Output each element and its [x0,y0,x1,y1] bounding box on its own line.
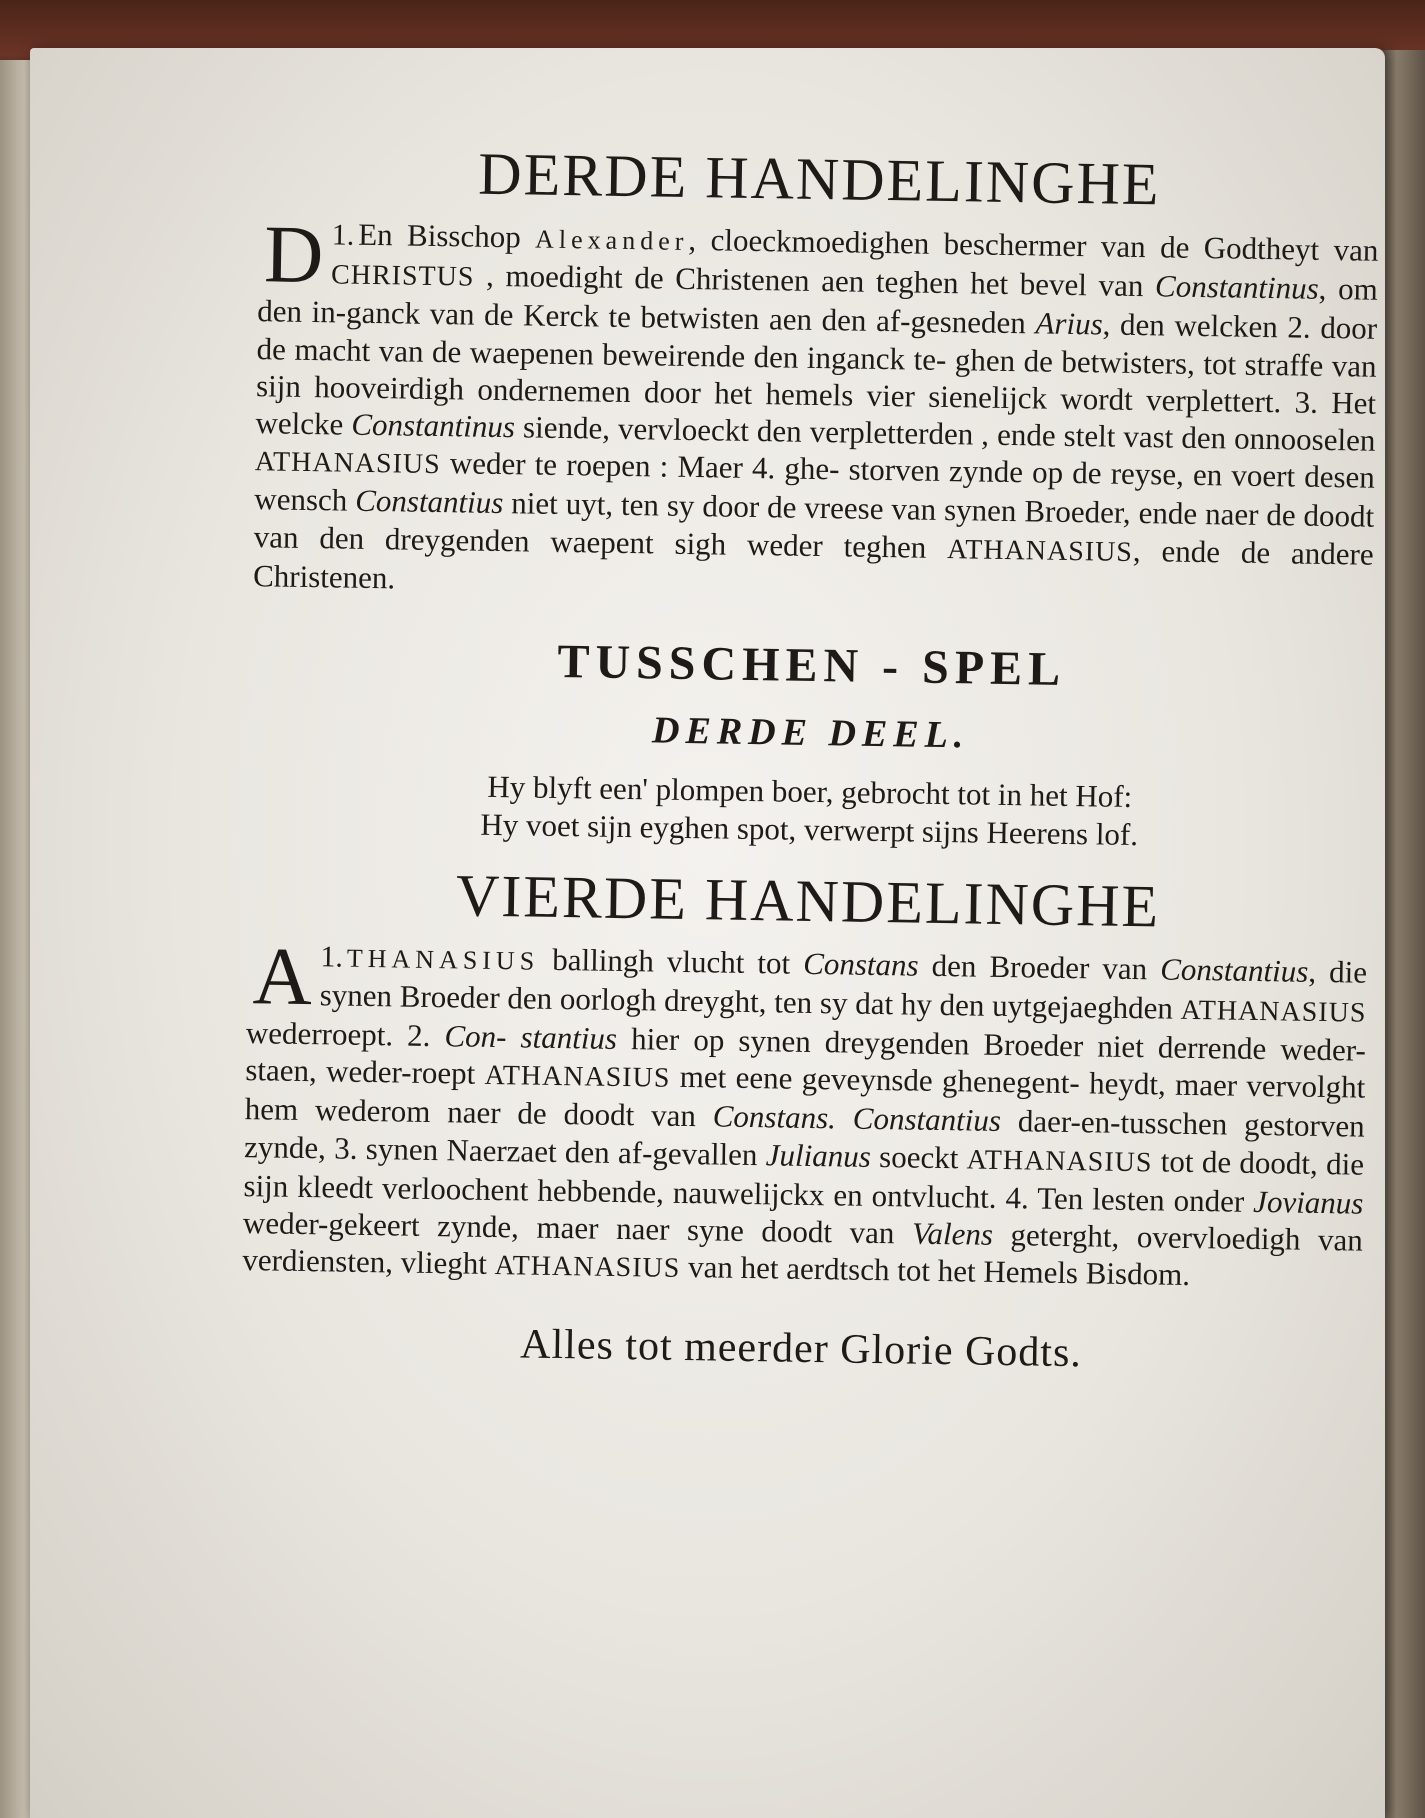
act-heading-vierde: VIERDE HANDELINGHE [455,862,1161,940]
text-run: soeckt [870,1138,967,1176]
text-run: aen teghen het bevel van [820,263,1156,304]
text-run: , om den in-ganck van de [257,271,1379,333]
text-run: Constantinus [351,406,516,445]
text-run: Arius [1035,305,1103,342]
text-run: siende, vervloeckt den verpletterden , ende stelt vast [514,409,1174,455]
text-run: den onnooselen [1181,419,1376,458]
text-run: CHRISTUS [330,259,475,293]
text-run: En Bisschop [357,216,536,255]
text-run: ATHANASIUS [254,446,441,481]
section-number: 1. [331,218,355,252]
text-run: , den welcken 2. [1102,306,1311,346]
act4-summary [242,929,1368,1298]
book-page [30,48,1385,1818]
text-run: hier op synen dreygenden Broeder niet derrende weder- [616,1020,1367,1068]
text-run: staen, weder-roept [245,1052,485,1092]
text-run: , cloeckmoedighen beschermer [688,221,1087,264]
page-content [241,134,1380,1382]
text-run: THANASIUS [346,943,540,976]
text-run: heydt, maer vervolght hem wederom naer de doodt van [244,1065,1366,1134]
text-run: daer-en-tusschen gestorven zynde, 3. synen Naerzaet [243,1103,1365,1169]
act3-summary [252,208,1379,612]
text-run: ATHANASIUS [494,1250,681,1285]
interlude-heading: TUSSCHEN - SPEL [557,634,1067,696]
text-run: Constans [802,945,919,983]
text-run: weder te roepen : Maer 4. ghe- [440,445,840,487]
text-run: Constans. [712,1098,837,1136]
text-run: Constantius [1159,951,1309,989]
interlude-verse [249,764,1370,858]
text-run: , moedight de Christenen [474,257,810,299]
text-run: Constantius [354,483,504,521]
verse-line: Hy voet sijn eyghen spot, verwerpt sijns Heerens lof. [480,806,1139,852]
text-run: door het hemels vier sienelijck wordt verplettert. 3. Het welcke [255,374,1377,442]
text-run: Ten lesten onder [1037,1180,1254,1219]
interlude-subheading: DERDE DEEL. [651,709,970,757]
closing-line: Alles tot meerder Glorie Godts. [519,1321,1083,1377]
text-run: geterght, overvloedigh van verdiensten, vlieght [242,1216,1364,1282]
act-heading-derde: DERDE HANDELINGHE [477,140,1162,218]
text-run: door de macht van de waepenen beweirende den inganck te- [256,310,1378,377]
text-run: Constantinus [1154,268,1319,307]
text-run: den af-gevallen [564,1133,767,1172]
text-run: van den dreygenden waepent sigh weder teghen [253,518,948,565]
text-run: niet [503,485,559,522]
text-run: Jovianus [1252,1183,1364,1221]
drop-cap: A [252,929,313,1022]
text-run: ATHANASIUS [966,1144,1153,1178]
text-run: met eene geveynsde ghenegent- [670,1059,1081,1101]
text-run: , die synen Broeder den oorlogh dreyght, [319,953,1368,1020]
text-run: Kerck te betwisten aen den af-gesneden [522,297,1036,341]
text-run: ATHANASIUS [946,533,1134,568]
text-run: Constantius [852,1101,1002,1139]
text-run: Valens [911,1215,994,1252]
text-run: Con- [444,1018,507,1055]
text-run: Alexander [534,224,689,256]
text-run: ende de andere Christenen. [252,533,1374,596]
text-run: ten sy dat hy den uytgejaeghden [774,984,1181,1026]
text-run: van de Godtheyt van [1100,228,1379,268]
text-run: storven zynde op de reyse, en voert desen wensch [254,451,1376,519]
text-run: sijn kleedt verloochent hebbende, nauwelijckx en ontvlucht. 4. [243,1167,1030,1216]
text-run: ballingh vlucht tot [538,941,804,981]
text-run: Julianus [765,1136,872,1174]
text-run: wederroept. 2. [245,1015,445,1054]
verse-line: Hy blyft een' plompen boer, gebrocht tot in het Hof: [487,768,1133,814]
text-run: stantius [520,1019,618,1056]
text-run: ATHANASIUS [484,1060,671,1094]
text-run: ATHANASIUS [1180,994,1367,1029]
text-run: weder-gekeert zynde, maer naer syne [242,1205,745,1248]
text-run: ghen de betwisters, tot straffe van sijn hooveirdigh ondernemen [255,341,1377,409]
text-run: uyt, ten sy door de vreese van synen Broeder, ende naer de doodt [565,486,1375,535]
text-run: van het aerdtsch tot het Hemels Bisdom. [680,1249,1191,1293]
text-run: , [1132,532,1141,568]
text-run: tot de doodt, die [1152,1142,1365,1182]
section-number: 1. [320,939,344,974]
drop-cap: D [263,208,325,301]
text-run: doodt van [761,1213,913,1251]
text-run: van [1102,950,1161,987]
text-run: den Broeder [918,947,1090,985]
